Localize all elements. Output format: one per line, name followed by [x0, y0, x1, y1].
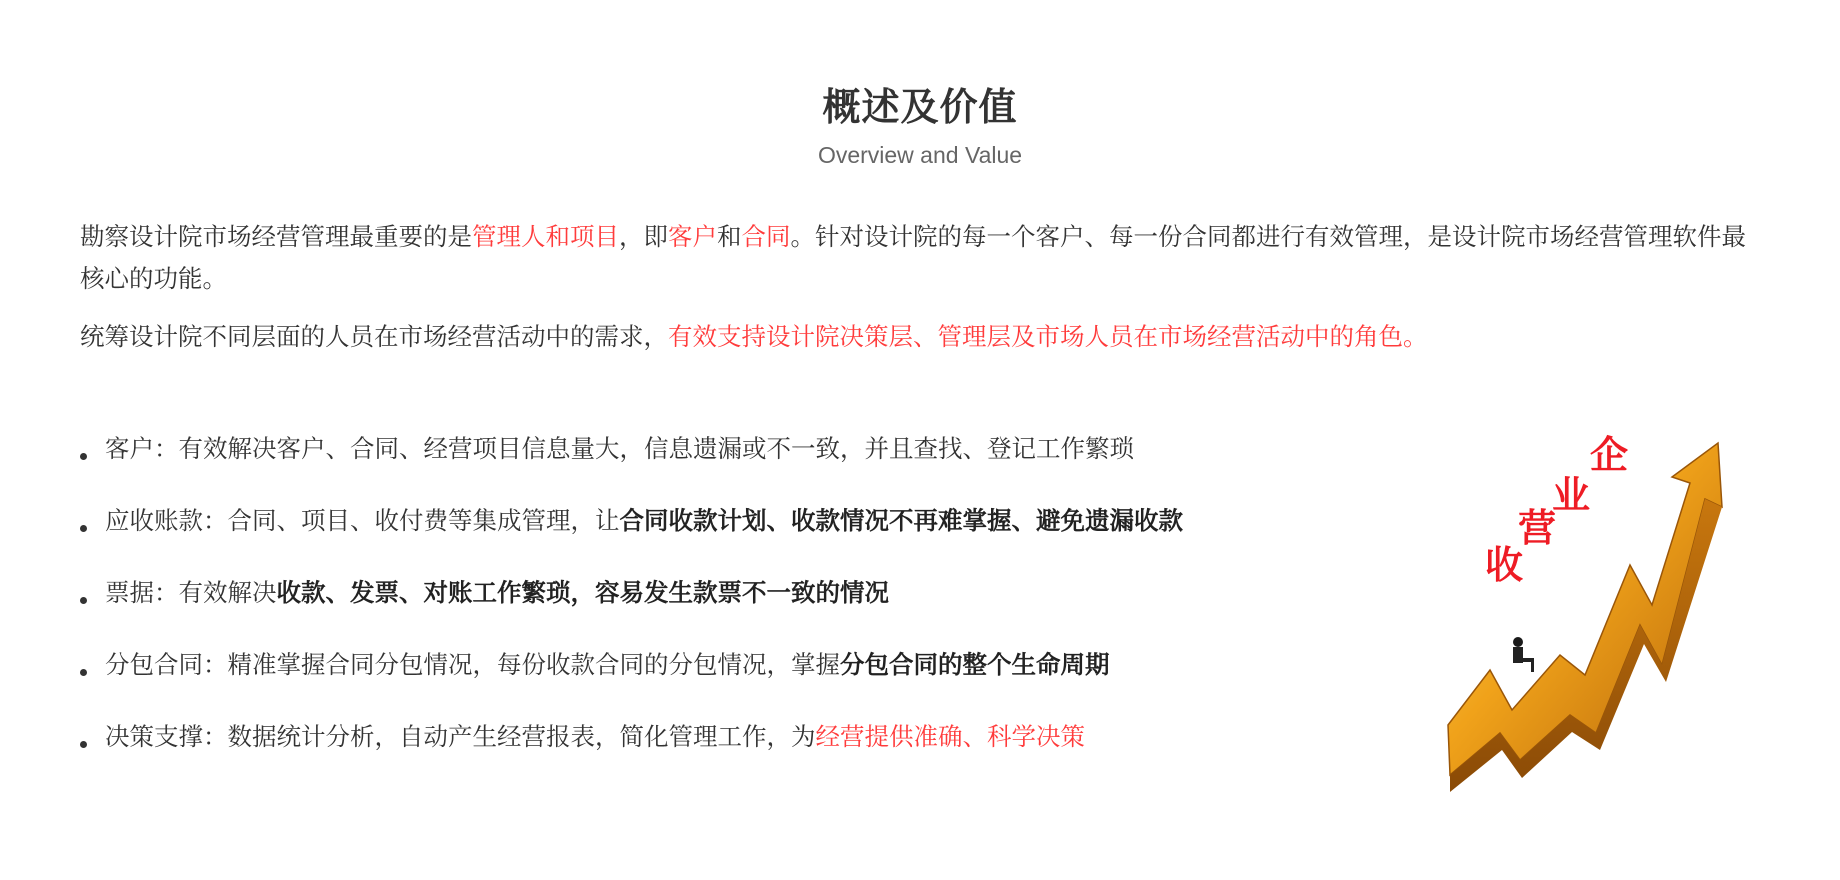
bullet-dot-icon	[80, 597, 87, 604]
section-title: 概述及价值	[822, 85, 1018, 129]
section-subtitle: Overview and Value	[817, 142, 1023, 168]
feature-emphasis: 经营提供准确、科学决策	[815, 722, 1085, 751]
feature-item-decision	[80, 716, 1410, 788]
feature-text: 分包合同：精准掌握合同分包情况，每份收款合同的分包情况，掌握	[105, 650, 840, 679]
feature-emphasis: 收款、发票、对账工作繁琐，容易发生款票不一致的情况	[276, 578, 889, 607]
bullet-dot-icon	[80, 741, 87, 748]
illustration-word-4: 企	[1590, 433, 1629, 477]
growth-arrow-illustration	[1440, 420, 1740, 820]
feature-text: 应收账款：合同、项目、收付费等集成管理，让	[105, 506, 620, 535]
bullet-dot-icon	[80, 669, 87, 676]
feature-emphasis: 合同收款计划、收款情况不再难掌握、避免遗漏收款	[619, 506, 1183, 535]
intro-p1-text: 勘察设计院市场经营管理最重要的是	[80, 222, 472, 251]
feature-item-subcontract	[80, 644, 1410, 716]
feature-text: 决策支撑：数据统计分析，自动产生经营报表，简化管理工作，为	[105, 722, 816, 751]
feature-text: 客户：有效解决客户、合同、经营项目信息量大，信息遗漏或不一致，并且查找、登记工作繁琐	[105, 434, 1134, 463]
intro-paragraph-2	[80, 316, 1770, 358]
intro-p1-text: ，即	[619, 222, 668, 251]
intro-p1-text: 和	[717, 222, 742, 251]
feature-item-invoices	[80, 572, 1410, 644]
intro-p1-highlight-contract: 合同	[741, 222, 791, 251]
feature-emphasis: 分包合同的整个生命周期	[840, 650, 1110, 679]
intro-text	[80, 216, 1770, 374]
arrow-reflection	[1448, 775, 1722, 820]
intro-p2-text: 统筹设计院不同层面的人员在市场经营活动中的需求，	[80, 322, 668, 351]
illustration-word-2: 营	[1518, 506, 1557, 550]
intro-paragraph-1	[80, 216, 1770, 300]
intro-p1-highlight-people-projects: 管理人和项目	[472, 222, 619, 251]
illustration-word-3: 业	[1552, 473, 1591, 517]
feature-item-customer	[80, 428, 1410, 500]
intro-p2-highlight: 有效支持设计院决策层、管理层及市场人员在市场经营活动中的角色。	[668, 322, 1428, 351]
intro-p1-text: 。针对设计院的每一个客户、每一份合同都进行有效管理，是设计院市场经营管理软件最核心的功能。	[80, 222, 1746, 293]
intro-p1-highlight-customer: 客户	[668, 222, 717, 251]
feature-item-receivables	[80, 500, 1410, 572]
bullet-dot-icon	[80, 453, 87, 460]
bullet-dot-icon	[80, 525, 87, 532]
illustration-word-1: 收	[1485, 543, 1524, 587]
feature-text: 票据：有效解决	[105, 578, 277, 607]
feature-list	[80, 428, 1410, 788]
businessman-figure-icon	[1513, 637, 1534, 672]
